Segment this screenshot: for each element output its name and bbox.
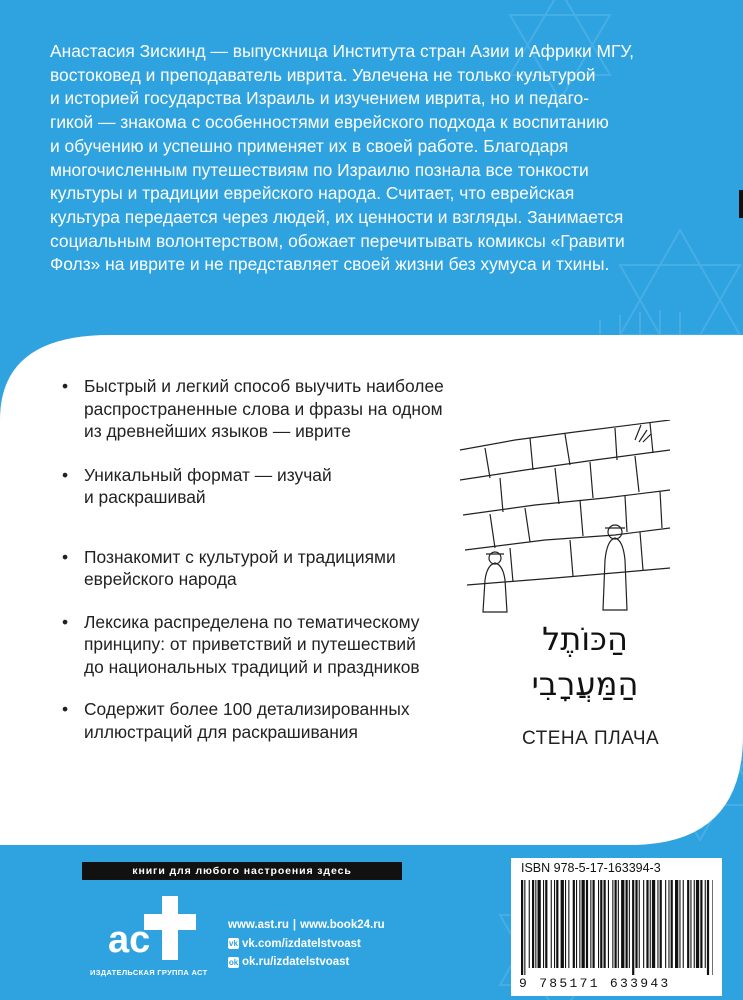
barcode-bar bbox=[586, 880, 588, 968]
spine-edge-mark bbox=[739, 190, 743, 218]
barcode-bar bbox=[679, 880, 680, 968]
barcode-bar bbox=[618, 880, 619, 968]
barcode-bar bbox=[629, 880, 630, 968]
barcode-bar bbox=[668, 880, 669, 968]
feature-line: и раскрашивай bbox=[84, 487, 206, 507]
feature-line: принципу: от приветствий и путешествий bbox=[84, 634, 416, 654]
barcode-bar bbox=[543, 880, 544, 968]
barcode-bar bbox=[545, 880, 547, 968]
feature-item bbox=[62, 546, 482, 591]
barcode-bar bbox=[615, 880, 617, 968]
logo-text: ac bbox=[108, 919, 151, 961]
website-link[interactable]: www.book24.ru bbox=[300, 919, 385, 931]
vk-link[interactable]: vk.com/izdatelstvoast bbox=[242, 937, 361, 950]
feature-line: распространенные слова и фразы на одном bbox=[84, 398, 443, 419]
feature-list bbox=[62, 375, 482, 743]
feature-line: Познакомит с культурой и традициями bbox=[84, 546, 396, 567]
feature-line: иллюстраций для раскрашивания bbox=[84, 721, 358, 742]
feature-line: Лексика распределена по тематическому bbox=[84, 611, 420, 632]
barcode-bar bbox=[705, 880, 706, 968]
barcode-bar bbox=[554, 880, 555, 968]
website-link[interactable]: www.ast.ru bbox=[228, 919, 289, 931]
author-bio-line: и историей государства Израиль и изучением иврита, но и педаго- bbox=[50, 88, 590, 109]
barcode-bar bbox=[665, 880, 666, 968]
vk-icon: vk bbox=[229, 939, 238, 949]
barcode-bar bbox=[646, 880, 648, 968]
barcode-bar bbox=[683, 880, 684, 968]
author-bio-line: Фолз» на иврите и не представляет своей жизни без хумуса и тхины. bbox=[50, 254, 610, 275]
barcode-bar bbox=[568, 880, 569, 968]
barcode-bar bbox=[521, 880, 523, 975]
barcode-bar bbox=[573, 880, 575, 968]
barcode-bar bbox=[582, 880, 585, 968]
author-bio-line: Анастасия Зискинд — выпускница Института стран Азии и Африки МГУ, bbox=[50, 41, 634, 61]
barcode-bar bbox=[538, 880, 541, 968]
feature-line: Быстрый и легкий способ выучить наиболее bbox=[84, 376, 444, 396]
author-bio-line: культура передается через людей, их ценности и взгляды. Занимается bbox=[50, 206, 624, 227]
barcode-bar bbox=[626, 880, 628, 968]
barcode-bar bbox=[675, 880, 678, 968]
link-separator: | bbox=[292, 919, 297, 931]
bullet-marker: • bbox=[62, 699, 69, 719]
barcode-bar bbox=[687, 880, 689, 968]
barcode-bar bbox=[632, 880, 634, 975]
isbn-label: ISBN 978-5-17-163394-3 bbox=[521, 861, 661, 875]
author-bio-line: культуры и традиции еврейского народа. Считает, что еврейская bbox=[50, 183, 575, 204]
ok-icon: ok bbox=[228, 957, 239, 967]
barcode-bar bbox=[694, 880, 695, 968]
barcode-bar bbox=[639, 880, 640, 968]
illustration-caption: СТЕНА ПЛАЧА bbox=[522, 728, 660, 749]
western-wall-illustration bbox=[455, 420, 675, 615]
bullet-marker: • bbox=[62, 546, 69, 567]
feature-line: Уникальный формат — изучай bbox=[84, 464, 332, 485]
ok-link[interactable]: ok.ru/izdatelstvoast bbox=[242, 956, 350, 968]
ast-logo bbox=[100, 890, 220, 1000]
feature-line: до национальных традиций и праздников bbox=[84, 656, 420, 677]
feature-line: из древнейших языков — иврите bbox=[84, 421, 351, 441]
barcode-bar bbox=[707, 880, 709, 975]
isbn-barcode-box bbox=[511, 858, 722, 996]
bullet-marker: • bbox=[62, 376, 69, 396]
website-row bbox=[228, 916, 385, 935]
author-bio-line: востоковед и преподаватель иврита. Увлечена не только культурой bbox=[50, 64, 596, 85]
barcode-bar bbox=[712, 880, 713, 975]
barcode-bar bbox=[660, 880, 662, 968]
feature-item bbox=[62, 464, 482, 509]
barcode-bar bbox=[696, 880, 699, 968]
barcode-bar bbox=[565, 880, 566, 968]
feature-line: Содержит более 100 детализированных bbox=[84, 699, 410, 719]
feature-item bbox=[62, 698, 482, 743]
barcode-bar bbox=[576, 880, 577, 968]
publisher-caption: ИЗДАТЕЛЬСКАЯ ГРУППА АСТ bbox=[90, 968, 208, 977]
barcode-bar bbox=[700, 880, 702, 968]
barcode-bar bbox=[635, 880, 637, 968]
author-bio-line: социальным волонтерством, обожает перечитывать комиксы «Гравити bbox=[50, 230, 625, 251]
barcode-bar bbox=[524, 880, 525, 975]
barcode-bar bbox=[556, 880, 558, 968]
hebrew-title-line-2: הַמַּעֲרָבִי bbox=[531, 665, 639, 703]
barcode-bar bbox=[590, 880, 591, 968]
barcode-bar bbox=[561, 880, 564, 968]
feature-item bbox=[62, 375, 482, 443]
barcode-bar bbox=[690, 880, 691, 968]
barcode-bar bbox=[657, 880, 658, 968]
author-bio-line: и обучению и успешно применяет их в своей работе. Благодаря bbox=[50, 135, 569, 156]
barcode-bar bbox=[600, 880, 602, 968]
bullet-marker: • bbox=[62, 464, 69, 485]
feature-item bbox=[62, 611, 482, 679]
barcode-bar bbox=[604, 880, 606, 968]
barcode-bar bbox=[532, 880, 534, 968]
barcode-bar bbox=[621, 880, 624, 968]
vk-row bbox=[228, 935, 385, 954]
barcode-bar bbox=[598, 880, 599, 968]
barcode-bar bbox=[671, 880, 673, 968]
barcode-bar bbox=[551, 880, 552, 968]
hebrew-title-line-1: הַכּוֹתֶל bbox=[542, 620, 628, 658]
barcode-bar bbox=[652, 880, 655, 968]
barcode-digits: 9 785171 633943 bbox=[519, 976, 671, 991]
author-bio-line: многочисленным путешествиям по Израилю познала все тонкости bbox=[50, 159, 589, 180]
barcode-bar bbox=[593, 880, 595, 968]
barcode-bar bbox=[612, 880, 613, 968]
barcode-bar bbox=[579, 880, 580, 968]
bullet-marker: • bbox=[62, 611, 69, 632]
tagline-banner: книги для любого настроения здесь bbox=[82, 862, 402, 880]
barcode-bar bbox=[608, 880, 609, 968]
author-bio-line: гикой — знакома с особенностями еврейского подхода к воспитанию bbox=[50, 112, 609, 133]
barcode-bar bbox=[535, 880, 536, 968]
ok-row bbox=[228, 953, 385, 972]
feature-line: еврейского народа bbox=[84, 569, 237, 589]
barcode-bar bbox=[643, 880, 644, 968]
barcode-bar bbox=[529, 880, 530, 968]
barcode-bar bbox=[650, 880, 651, 968]
publisher-links bbox=[228, 916, 385, 972]
barcode bbox=[521, 880, 713, 975]
